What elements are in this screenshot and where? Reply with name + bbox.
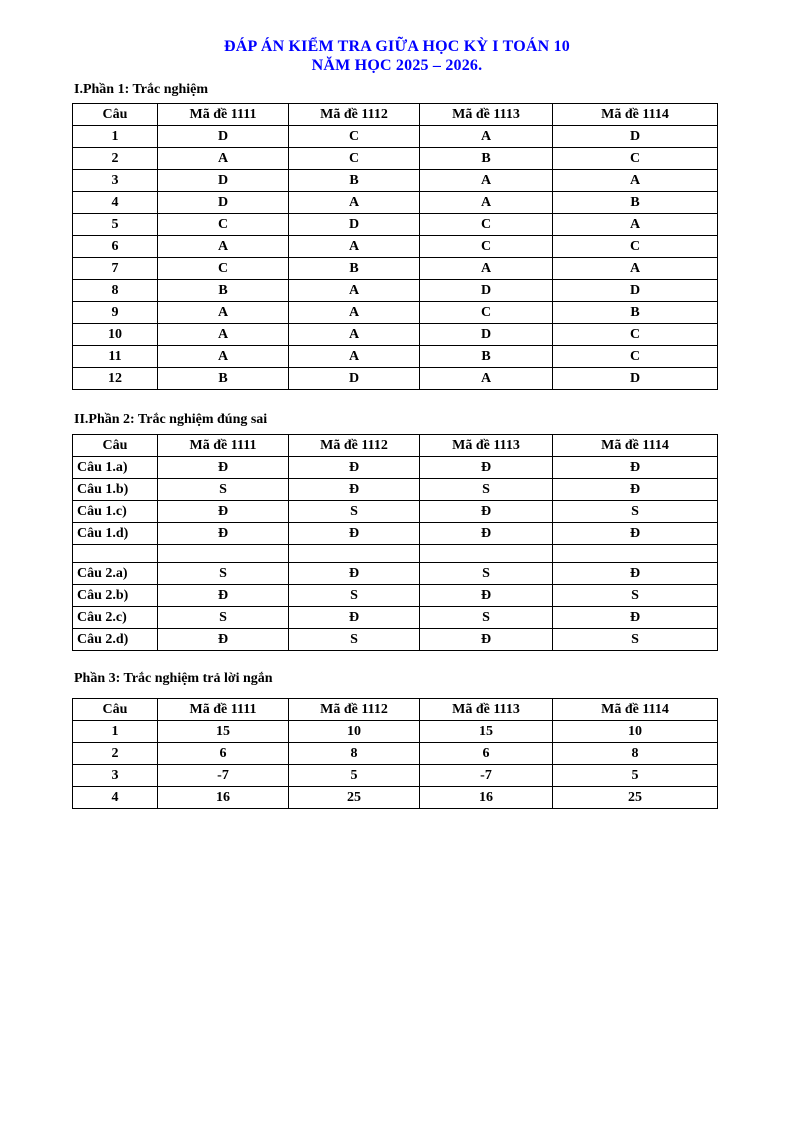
answer-cell: S	[158, 607, 289, 629]
column-header: Mã đề 1113	[420, 435, 553, 457]
answer-cell: Đ	[553, 607, 718, 629]
answer-cell: S	[289, 501, 420, 523]
answer-cell: 8	[289, 743, 420, 765]
row-label: 9	[73, 302, 158, 324]
answer-cell: C	[420, 302, 553, 324]
answer-cell: Đ	[289, 563, 420, 585]
row-label: 11	[73, 346, 158, 368]
answer-cell: 5	[289, 765, 420, 787]
table-row	[73, 545, 718, 563]
answer-cell: Đ	[289, 607, 420, 629]
answer-cell: Đ	[289, 523, 420, 545]
table-row	[73, 126, 718, 148]
answer-cell: 25	[553, 787, 718, 809]
answer-cell: 5	[553, 765, 718, 787]
answer-cell: A	[158, 148, 289, 170]
answer-cell: C	[553, 324, 718, 346]
answer-cell: Đ	[158, 585, 289, 607]
answer-cell: Đ	[553, 563, 718, 585]
answer-cell: A	[289, 236, 420, 258]
part1-heading: I.Phần 1: Trắc nghiệm	[74, 82, 209, 97]
answer-cell: S	[420, 479, 553, 501]
answer-cell: Đ	[158, 523, 289, 545]
answer-cell: A	[420, 126, 553, 148]
row-label: 12	[73, 368, 158, 390]
answer-cell: S	[553, 501, 718, 523]
answer-cell: C	[289, 148, 420, 170]
answer-cell: B	[289, 170, 420, 192]
answer-cell: A	[420, 258, 553, 280]
table-row	[73, 324, 718, 346]
answer-cell: C	[553, 236, 718, 258]
answer-cell: A	[289, 324, 420, 346]
answer-cell: Đ	[553, 479, 718, 501]
column-header: Mã đề 1112	[289, 435, 420, 457]
answer-cell: S	[420, 563, 553, 585]
row-label: Câu 2.a)	[73, 563, 158, 585]
answer-cell: 8	[553, 743, 718, 765]
answer-cell: B	[420, 346, 553, 368]
answer-cell: 25	[289, 787, 420, 809]
answer-cell: C	[420, 236, 553, 258]
title-line-2: NĂM HỌC 2025 – 2026.	[311, 57, 483, 74]
header-row	[73, 435, 718, 457]
answer-cell: B	[158, 280, 289, 302]
answer-cell: 16	[158, 787, 289, 809]
column-header: Mã đề 1112	[289, 104, 420, 126]
table-row	[73, 523, 718, 545]
table-row	[73, 721, 718, 743]
answer-cell: Đ	[420, 501, 553, 523]
table-row	[73, 765, 718, 787]
answer-cell: Đ	[289, 457, 420, 479]
table-row	[73, 607, 718, 629]
table-row	[73, 501, 718, 523]
answer-cell: A	[553, 258, 718, 280]
answer-cell: D	[158, 192, 289, 214]
answer-cell: S	[158, 563, 289, 585]
table-row	[73, 743, 718, 765]
part2-answer-table	[72, 434, 718, 651]
part2-heading: II.Phần 2: Trắc nghiệm đúng sai	[74, 412, 268, 427]
answer-cell: Đ	[158, 629, 289, 651]
table-row	[73, 585, 718, 607]
answer-cell: D	[420, 280, 553, 302]
document-title	[0, 0, 794, 75]
row-label: 10	[73, 324, 158, 346]
answer-cell: C	[553, 346, 718, 368]
answer-cell	[553, 545, 718, 563]
answer-cell: 10	[553, 721, 718, 743]
answer-cell: D	[289, 368, 420, 390]
header-row	[73, 104, 718, 126]
table-row	[73, 629, 718, 651]
answer-cell: S	[553, 629, 718, 651]
answer-cell: S	[553, 585, 718, 607]
header-row	[73, 699, 718, 721]
table-row	[73, 258, 718, 280]
column-header: Câu	[73, 104, 158, 126]
answer-cell	[289, 545, 420, 563]
answer-cell: D	[553, 368, 718, 390]
row-label: 3	[73, 170, 158, 192]
answer-cell: 16	[420, 787, 553, 809]
answer-cell: A	[420, 192, 553, 214]
column-header: Mã đề 1111	[158, 699, 289, 721]
answer-cell: C	[553, 148, 718, 170]
answer-cell: Đ	[420, 523, 553, 545]
table-row	[73, 787, 718, 809]
answer-cell: Đ	[420, 629, 553, 651]
part3-heading: Phần 3: Trắc nghiệm trả lời ngắn	[74, 671, 273, 686]
column-header: Mã đề 1114	[553, 699, 718, 721]
answer-cell: A	[289, 192, 420, 214]
title-line-1: ĐÁP ÁN KIỂM TRA GIỮA HỌC KỲ I TOÁN 10	[224, 38, 570, 55]
answer-cell: C	[158, 214, 289, 236]
row-label: Câu 1.d)	[73, 523, 158, 545]
row-label: 5	[73, 214, 158, 236]
row-label: 8	[73, 280, 158, 302]
answer-cell: Đ	[158, 457, 289, 479]
answer-cell: B	[553, 302, 718, 324]
row-label: 4	[73, 787, 158, 809]
answer-cell: 15	[420, 721, 553, 743]
column-header: Mã đề 1111	[158, 435, 289, 457]
table-row	[73, 236, 718, 258]
answer-cell: A	[158, 346, 289, 368]
table-row	[73, 479, 718, 501]
answer-cell: A	[289, 346, 420, 368]
answer-cell: C	[158, 258, 289, 280]
table-row	[73, 368, 718, 390]
answer-cell: Đ	[420, 585, 553, 607]
row-label: 1	[73, 721, 158, 743]
answer-cell: S	[420, 607, 553, 629]
answer-cell: S	[289, 629, 420, 651]
column-header: Mã đề 1112	[289, 699, 420, 721]
answer-cell: -7	[158, 765, 289, 787]
table-row	[73, 214, 718, 236]
answer-cell: Đ	[158, 501, 289, 523]
answer-cell: A	[420, 368, 553, 390]
answer-cell: S	[158, 479, 289, 501]
column-header: Mã đề 1113	[420, 104, 553, 126]
answer-cell: 6	[420, 743, 553, 765]
row-label: Câu 1.a)	[73, 457, 158, 479]
row-label: Câu 2.c)	[73, 607, 158, 629]
answer-cell: A	[158, 324, 289, 346]
answer-cell: 15	[158, 721, 289, 743]
row-label: Câu 2.b)	[73, 585, 158, 607]
table-row	[73, 280, 718, 302]
answer-cell: A	[553, 170, 718, 192]
answer-cell: -7	[420, 765, 553, 787]
answer-cell: B	[289, 258, 420, 280]
answer-cell: D	[420, 324, 553, 346]
answer-cell: D	[553, 126, 718, 148]
row-label: 1	[73, 126, 158, 148]
row-label: Câu 1.b)	[73, 479, 158, 501]
column-header: Câu	[73, 699, 158, 721]
table-row	[73, 346, 718, 368]
row-label: 3	[73, 765, 158, 787]
row-label	[73, 545, 158, 563]
column-header: Câu	[73, 435, 158, 457]
answer-cell: A	[289, 302, 420, 324]
answer-cell: B	[553, 192, 718, 214]
answer-cell: A	[289, 280, 420, 302]
answer-cell: Đ	[553, 523, 718, 545]
row-label: Câu 2.d)	[73, 629, 158, 651]
table-row	[73, 302, 718, 324]
row-label: 7	[73, 258, 158, 280]
answer-cell: D	[289, 214, 420, 236]
row-label: 2	[73, 148, 158, 170]
column-header: Mã đề 1113	[420, 699, 553, 721]
part1-answer-table	[72, 103, 718, 390]
answer-cell: Đ	[553, 457, 718, 479]
answer-cell: A	[420, 170, 553, 192]
answer-cell: C	[420, 214, 553, 236]
answer-cell: 6	[158, 743, 289, 765]
answer-cell: 10	[289, 721, 420, 743]
answer-cell: D	[158, 170, 289, 192]
column-header: Mã đề 1111	[158, 104, 289, 126]
column-header: Mã đề 1114	[553, 104, 718, 126]
table-row	[73, 457, 718, 479]
answer-cell: D	[158, 126, 289, 148]
table-row	[73, 192, 718, 214]
table-row	[73, 148, 718, 170]
answer-cell: Đ	[420, 457, 553, 479]
row-label: 2	[73, 743, 158, 765]
table-row	[73, 170, 718, 192]
answer-cell: A	[158, 302, 289, 324]
column-header: Mã đề 1114	[553, 435, 718, 457]
answer-cell	[420, 545, 553, 563]
document-content	[72, 82, 717, 809]
answer-cell: D	[553, 280, 718, 302]
answer-cell: S	[289, 585, 420, 607]
row-label: Câu 1.c)	[73, 501, 158, 523]
answer-cell: A	[158, 236, 289, 258]
row-label: 4	[73, 192, 158, 214]
part3-answer-table	[72, 698, 718, 809]
answer-cell: B	[158, 368, 289, 390]
answer-cell: C	[289, 126, 420, 148]
answer-cell: A	[553, 214, 718, 236]
answer-cell: Đ	[289, 479, 420, 501]
answer-cell: B	[420, 148, 553, 170]
answer-cell	[158, 545, 289, 563]
table-row	[73, 563, 718, 585]
row-label: 6	[73, 236, 158, 258]
